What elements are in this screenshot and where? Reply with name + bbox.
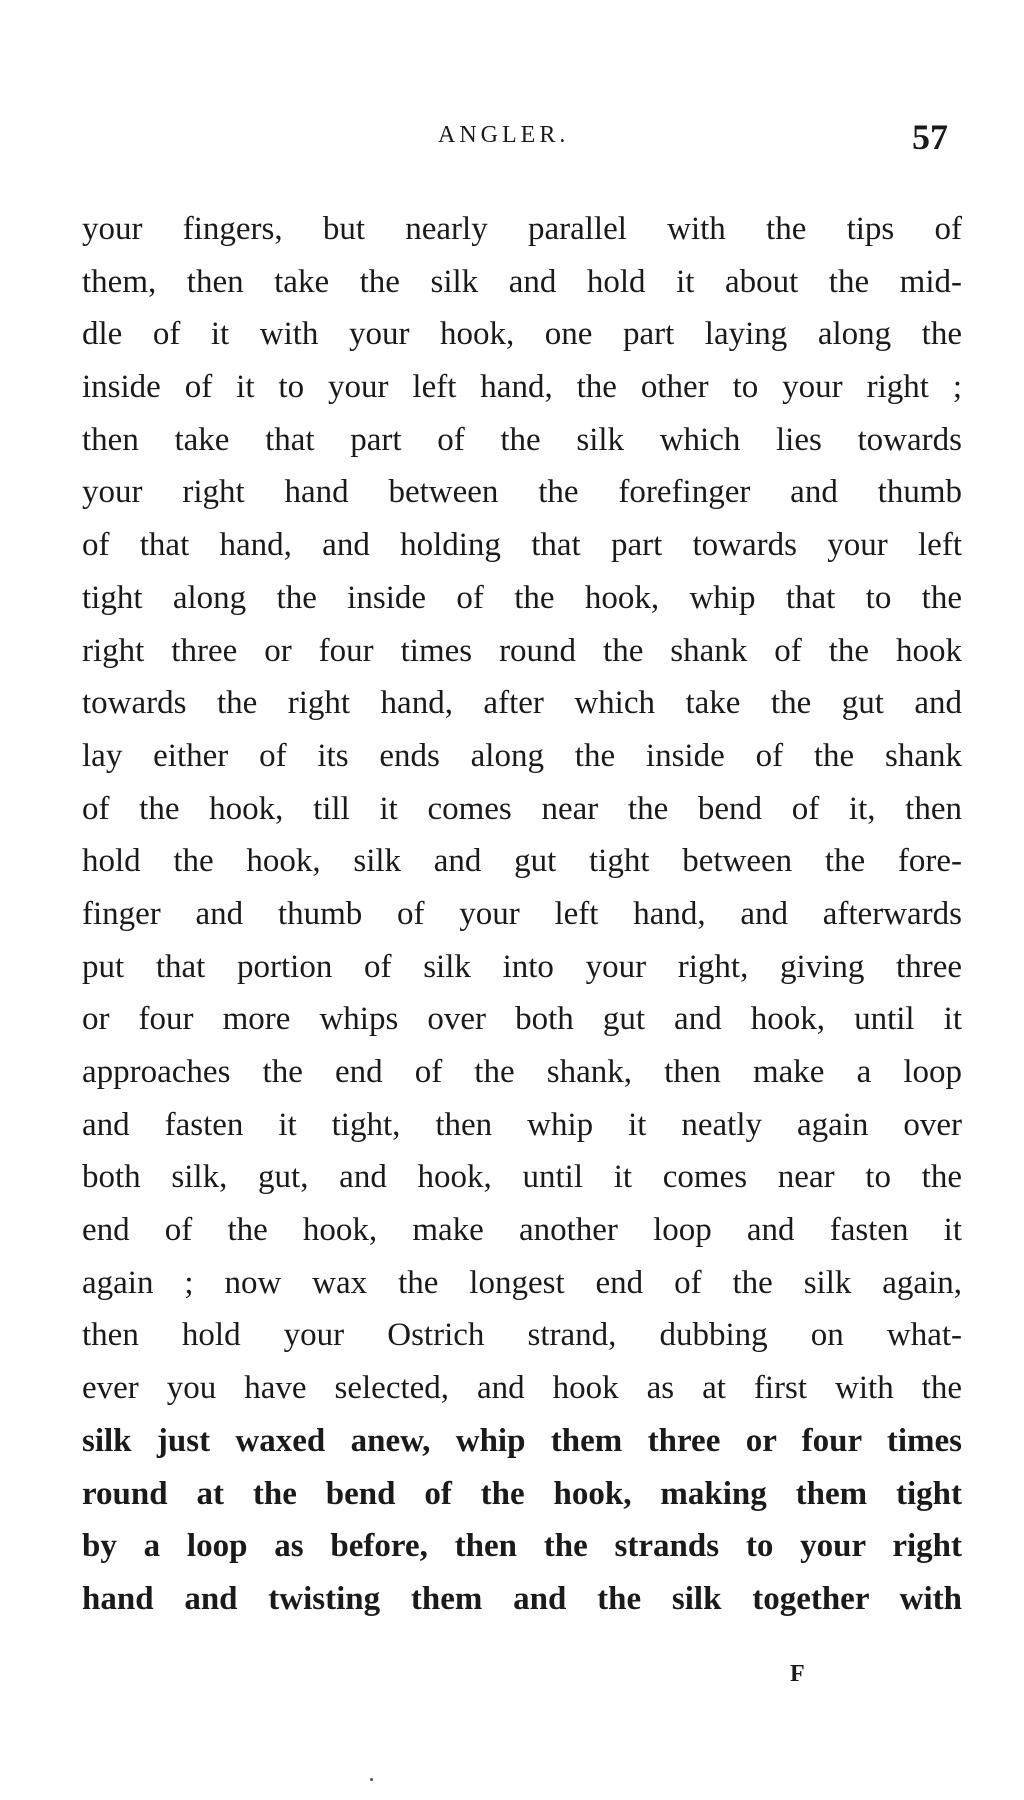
text-line: or four more whips over both gut and hook, until it — [82, 1001, 962, 1038]
text-line: dle of it with your hook, one part laying along the — [82, 316, 962, 353]
paper-speck — [370, 1778, 373, 1781]
text-line: put that portion of silk into your right, giving three — [82, 948, 962, 985]
text-line: hold the hook, silk and gut tight between the fore- — [82, 843, 962, 880]
text-line: your right hand between the forefinger and thumb — [82, 474, 962, 511]
text-line: both silk, gut, and hook, until it comes near to the — [82, 1159, 962, 1196]
text-line: round at the bend of the hook, making them tight — [82, 1475, 962, 1512]
text-line: by a loop as before, then the strands to your right — [82, 1528, 962, 1565]
text-line: them, then take the silk and hold it about the mid- — [82, 263, 962, 300]
text-line: of that hand, and holding that part towards your left — [82, 527, 962, 564]
text-line: then take that part of the silk which lies towards — [82, 421, 962, 458]
text-line: right three or four times round the shank of the hook — [82, 632, 962, 669]
text-line: of the hook, till it comes near the bend of it, then — [82, 790, 962, 827]
text-line: and fasten it tight, then whip it neatly again over — [82, 1106, 962, 1143]
text-line: silk just waxed anew, whip them three or four times — [82, 1422, 962, 1459]
text-line: end of the hook, make another loop and fasten it — [82, 1212, 962, 1249]
body-text — [82, 203, 962, 1626]
text-line: your fingers, but nearly parallel with the tips of — [82, 211, 962, 247]
page-number: 57 — [912, 117, 948, 157]
text-line: ever you have selected, and hook as at first with the — [82, 1370, 962, 1407]
running-title: ANGLER. — [438, 122, 570, 148]
text-line: finger and thumb of your left hand, and afterwards — [82, 895, 962, 932]
text-line: approaches the end of the shank, then make a loop — [82, 1054, 962, 1090]
text-line: lay either of its ends along the inside of the shank — [82, 737, 962, 774]
text-line: then hold your Ostrich strand, dubbing on what- — [82, 1317, 962, 1354]
text-line: tight along the inside of the hook, whip that to the — [82, 579, 962, 616]
signature-mark: F — [790, 1661, 805, 1687]
text-line: towards the right hand, after which take the gut and — [82, 685, 962, 722]
text-line: hand and twisting them and the silk together with — [82, 1580, 962, 1617]
running-head — [0, 118, 1024, 158]
text-line: inside of it to your left hand, the other to your right ; — [82, 369, 962, 406]
text-line: again ; now wax the longest end of the silk again, — [82, 1264, 962, 1301]
